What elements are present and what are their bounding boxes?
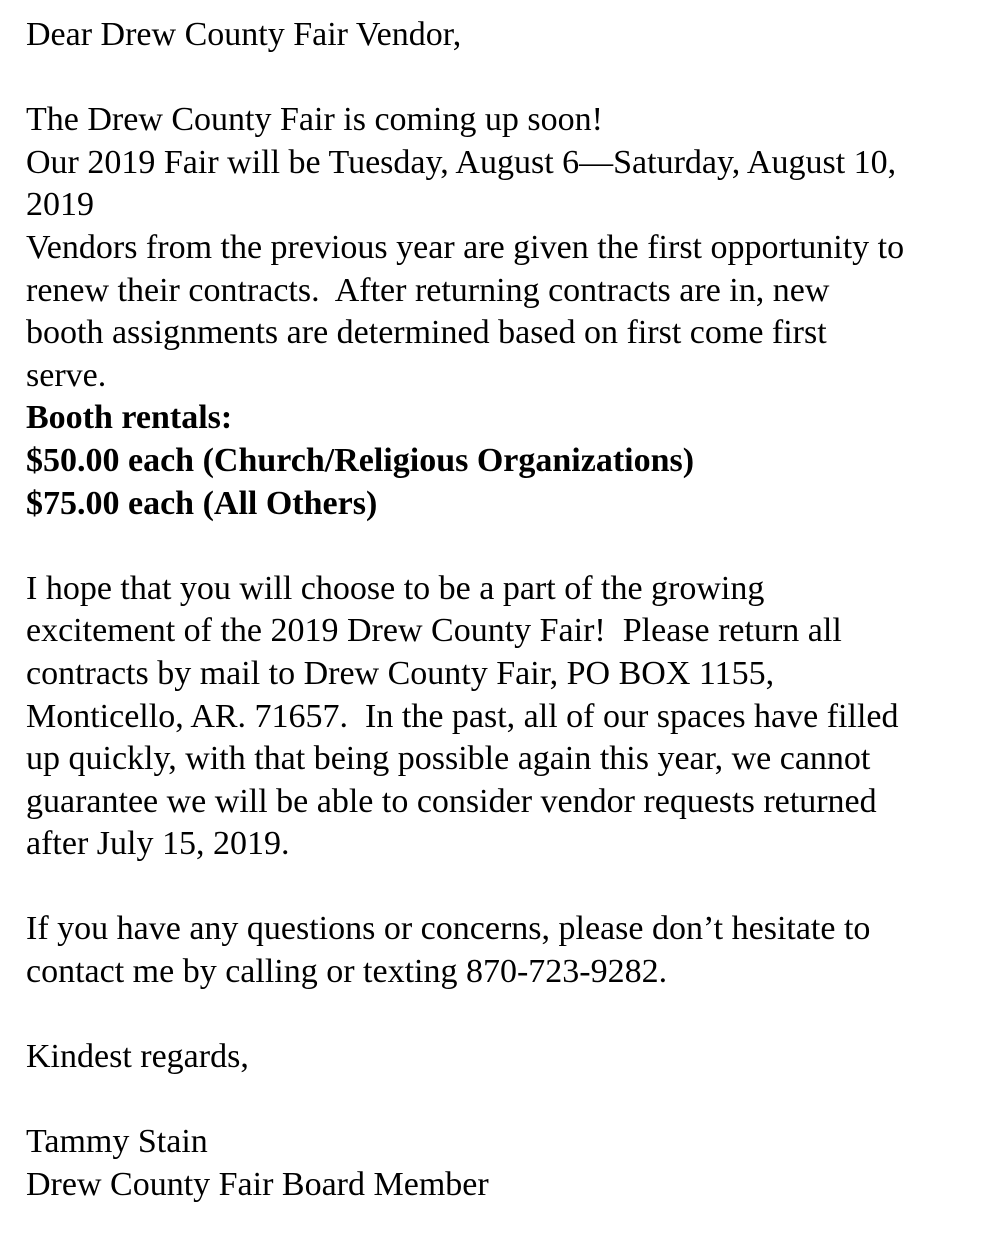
body-line: contracts by mail to Drew County Fair, PO BOX 1155, (26, 654, 775, 692)
contact-line: If you have any questions or concerns, please don’t hesitate to (26, 910, 871, 948)
body-line: up quickly, with that being possible again this year, we cannot (26, 740, 871, 778)
booth-rate-church: $50.00 each (Church/Religious Organizations) (26, 441, 695, 479)
body-line: guarantee we will be able to consider vendor requests returned (26, 782, 877, 820)
intro-line: booth assignments are determined based on first come first (26, 314, 827, 352)
intro-line: 2019 (26, 186, 94, 224)
contact-line: contact me by calling or texting 870-723-9282. (26, 953, 668, 991)
contact-paragraph (26, 908, 976, 993)
intro-line: Our 2019 Fair will be Tuesday, August 6—Saturday, August 10, (26, 143, 897, 181)
body-line: after July 15, 2019. (26, 825, 290, 863)
booth-rate-others: $75.00 each (All Others) (26, 484, 378, 522)
intro-line: serve. (26, 356, 107, 394)
intro-line: The Drew County Fair is coming up soon! (26, 101, 603, 139)
signature-name: Tammy Stain (26, 1123, 208, 1161)
closing: Kindest regards, (26, 1038, 249, 1076)
spacer (26, 994, 976, 1037)
body-line: Monticello, AR. 71657. In the past, all of our spaces have filled (26, 697, 899, 735)
body-line: excitement of the 2019 Drew County Fair! Please return all (26, 612, 842, 650)
booth-rentals-section (26, 397, 976, 525)
greeting: Dear Drew County Fair Vendor, (26, 16, 462, 53)
spacer (26, 525, 976, 568)
spacer (26, 866, 976, 909)
body-line: I hope that you will choose to be a part of the growing (26, 569, 765, 607)
signature-title: Drew County Fair Board Member (26, 1166, 489, 1204)
vendor-letter (26, 14, 976, 1207)
spacer (26, 57, 976, 100)
intro-line: renew their contracts. After returning contracts are in, new (26, 271, 830, 309)
intro-paragraph (26, 99, 976, 397)
booth-rentals-heading: Booth rentals: (26, 399, 233, 437)
signature-block (26, 1121, 976, 1206)
intro-line: Vendors from the previous year are given the first opportunity to (26, 228, 905, 266)
spacer (26, 1079, 976, 1122)
body-paragraph (26, 568, 976, 866)
